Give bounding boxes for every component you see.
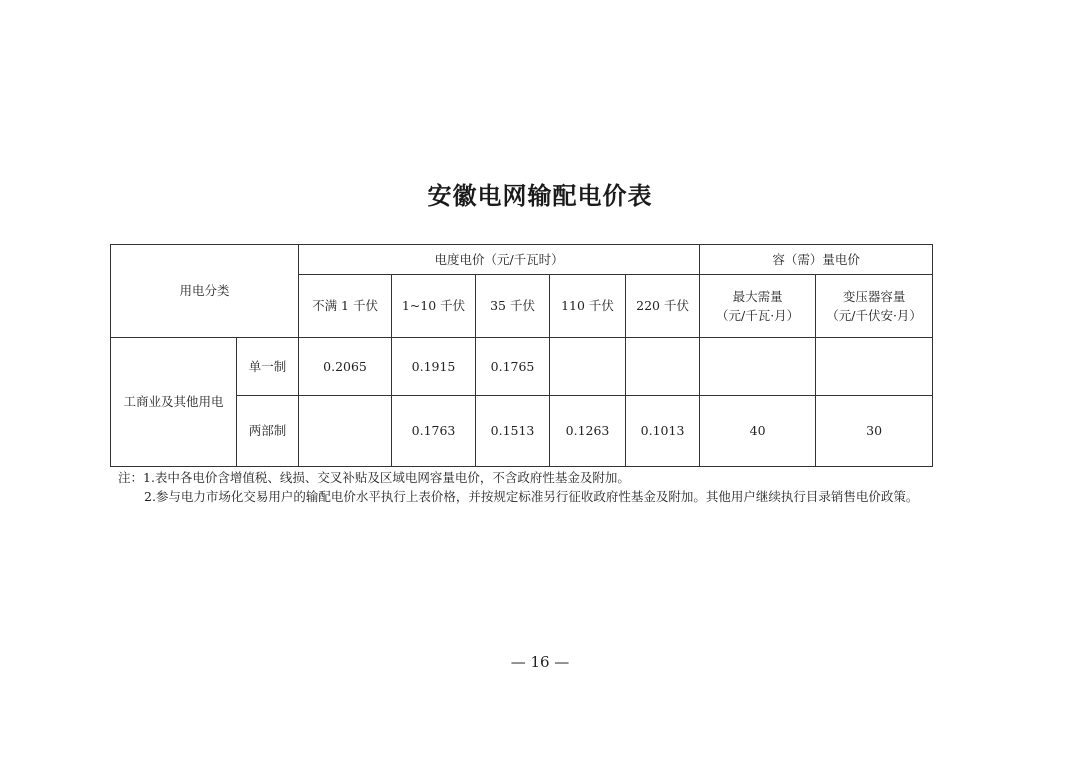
row-label: 两部制	[237, 396, 299, 467]
max-demand-cell	[700, 338, 816, 396]
page-title: 安徽电网输配电价表	[427, 182, 653, 210]
voltage-level-header: 35 千伏	[476, 275, 550, 338]
price-cell	[626, 338, 700, 396]
price-cell: 0.1013	[626, 396, 700, 467]
transformer-cell: 30	[816, 396, 933, 467]
category-cell: 工商业及其他用电	[111, 338, 237, 467]
capacity-price-header: 容（需）量电价	[700, 245, 933, 275]
max-demand-header	[700, 275, 816, 338]
price-cell: 0.1263	[550, 396, 626, 467]
table-notes	[118, 468, 938, 506]
max-demand-name: 最大需量	[732, 288, 783, 304]
price-cell: 0.1915	[392, 338, 476, 396]
price-cell	[299, 396, 392, 467]
price-cell: 0.1763	[392, 396, 476, 467]
transformer-capacity-unit: （元/千伏安·月）	[826, 308, 922, 323]
price-cell: 0.1765	[476, 338, 550, 396]
transformer-cell	[816, 338, 933, 396]
tariff-table	[110, 244, 933, 467]
voltage-level-header: 220 千伏	[626, 275, 700, 338]
price-cell: 0.2065	[299, 338, 392, 396]
price-cell: 0.1513	[476, 396, 550, 467]
energy-price-header: 电度电价（元/千瓦时）	[299, 245, 700, 275]
voltage-level-header: 不满 1 千伏	[299, 275, 392, 338]
row-label: 单一制	[237, 338, 299, 396]
transformer-capacity-header	[816, 275, 933, 338]
voltage-level-header: 110 千伏	[550, 275, 626, 338]
note-1: 注：1.表中各电价含增值税、线损、交叉补贴及区域电网容量电价，不含政府性基金及附加。	[118, 470, 630, 485]
note-2: 2.参与电力市场化交易用户的输配电价水平执行上表价格，并按规定标准另行征收政府性基金及附加。其他用户继续执行目录销售电价政策。	[144, 489, 919, 504]
table-row	[111, 338, 933, 396]
max-demand-unit: （元/千瓦·月）	[715, 308, 800, 323]
voltage-level-header: 1~10 千伏	[392, 275, 476, 338]
page-number: — 16 —	[510, 653, 570, 671]
category-header: 用电分类	[111, 245, 299, 338]
transformer-capacity-name: 变压器容量	[842, 288, 906, 304]
max-demand-cell: 40	[700, 396, 816, 467]
price-cell	[550, 338, 626, 396]
